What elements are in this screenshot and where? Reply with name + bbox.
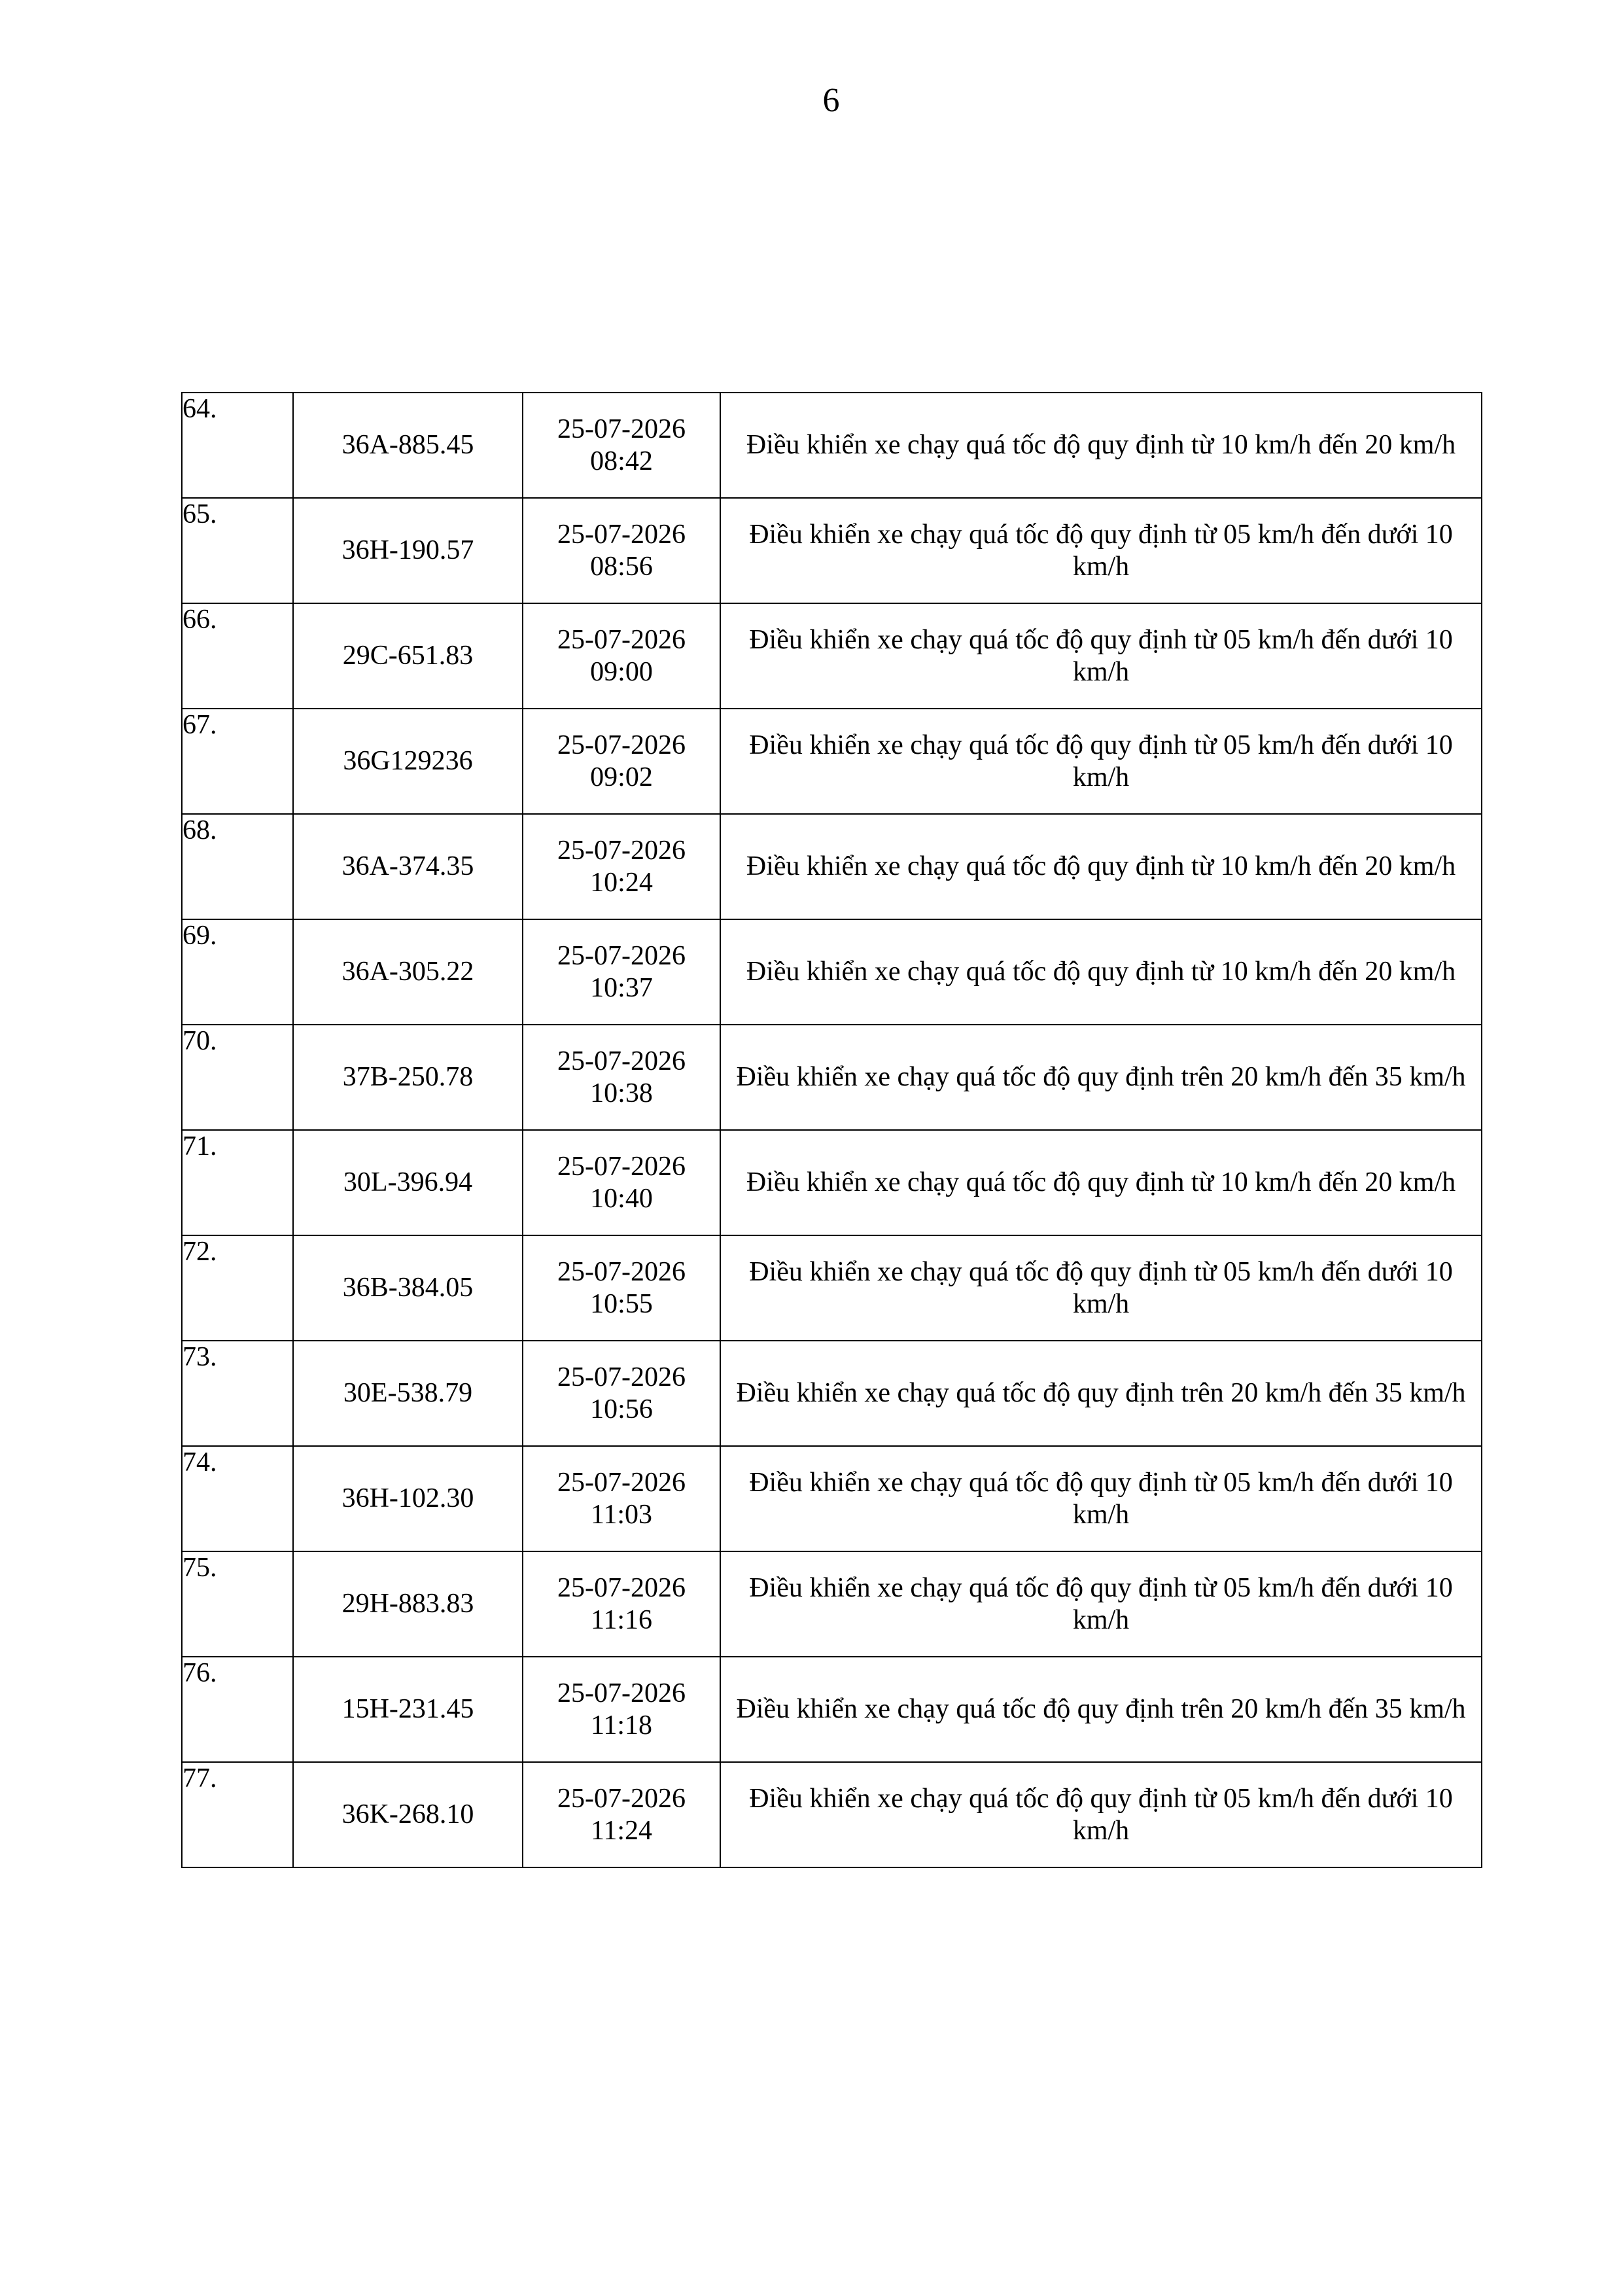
date-time-cell: [523, 814, 720, 919]
license-plate: 30E-538.79: [293, 1341, 523, 1446]
violation-date: 25-07-2026: [557, 1572, 686, 1603]
row-number: 75.: [182, 1551, 293, 1657]
violation-time: 11:24: [590, 1815, 653, 1846]
row-number: 66.: [182, 603, 293, 709]
date-time-cell: [523, 919, 720, 1025]
row-number: 70.: [182, 1025, 293, 1130]
table-row: [182, 814, 1482, 919]
date-time-cell: [523, 1446, 720, 1551]
row-number: 71.: [182, 1130, 293, 1235]
violation-description: Điều khiển xe chạy quá tốc độ quy định từ 05 km/h đến dưới 10 km/h: [720, 498, 1482, 603]
violation-time: 10:55: [590, 1288, 653, 1319]
date-time-cell: [523, 1657, 720, 1762]
violation-date: 25-07-2026: [557, 1678, 686, 1708]
violation-time: 11:16: [590, 1604, 653, 1635]
table-row: [182, 1235, 1482, 1341]
violation-time: 11:03: [590, 1499, 653, 1530]
table-row: [182, 919, 1482, 1025]
violation-date: 25-07-2026: [557, 1256, 686, 1287]
row-number: 67.: [182, 709, 293, 814]
row-number: 76.: [182, 1657, 293, 1762]
violation-description: Điều khiển xe chạy quá tốc độ quy định từ 10 km/h đến 20 km/h: [720, 919, 1482, 1025]
violation-time: 10:56: [590, 1394, 653, 1424]
table-row: [182, 1025, 1482, 1130]
violation-description: Điều khiển xe chạy quá tốc độ quy định từ 05 km/h đến dưới 10 km/h: [720, 709, 1482, 814]
date-time-cell: [523, 1235, 720, 1341]
license-plate: 36K-268.10: [293, 1762, 523, 1867]
violation-date: 25-07-2026: [557, 940, 686, 971]
date-time-cell: [523, 1025, 720, 1130]
violation-description: Điều khiển xe chạy quá tốc độ quy định từ 10 km/h đến 20 km/h: [720, 814, 1482, 919]
date-time-cell: [523, 1762, 720, 1867]
license-plate: 36B-384.05: [293, 1235, 523, 1341]
date-time-cell: [523, 1551, 720, 1657]
table-row: [182, 709, 1482, 814]
license-plate: 37B-250.78: [293, 1025, 523, 1130]
date-time-cell: [523, 709, 720, 814]
license-plate: 15H-231.45: [293, 1657, 523, 1762]
violation-date: 25-07-2026: [557, 1783, 686, 1814]
violation-time: 10:37: [590, 972, 653, 1003]
table-row: [182, 1341, 1482, 1446]
table-row: [182, 1551, 1482, 1657]
date-time-cell: [523, 393, 720, 498]
table-row: [182, 393, 1482, 498]
row-number: 64.: [182, 393, 293, 498]
violation-time: 09:02: [590, 762, 653, 792]
violation-date: 25-07-2026: [557, 414, 686, 444]
violation-time: 10:24: [590, 867, 653, 898]
license-plate: 36H-102.30: [293, 1446, 523, 1551]
date-time-cell: [523, 498, 720, 603]
violation-date: 25-07-2026: [557, 1467, 686, 1498]
license-plate: 36A-305.22: [293, 919, 523, 1025]
row-number: 74.: [182, 1446, 293, 1551]
violation-date: 25-07-2026: [557, 519, 686, 550]
row-number: 77.: [182, 1762, 293, 1867]
table-row: [182, 1130, 1482, 1235]
violation-time: 09:00: [590, 656, 653, 687]
violation-date: 25-07-2026: [557, 624, 686, 655]
violation-time: 08:42: [590, 446, 653, 476]
license-plate: 30L-396.94: [293, 1130, 523, 1235]
violation-description: Điều khiển xe chạy quá tốc độ quy định từ 05 km/h đến dưới 10 km/h: [720, 603, 1482, 709]
violation-description: Điều khiển xe chạy quá tốc độ quy định trên 20 km/h đến 35 km/h: [720, 1657, 1482, 1762]
license-plate: 36A-374.35: [293, 814, 523, 919]
row-number: 69.: [182, 919, 293, 1025]
violation-description: Điều khiển xe chạy quá tốc độ quy định từ 05 km/h đến dưới 10 km/h: [720, 1235, 1482, 1341]
row-number: 68.: [182, 814, 293, 919]
violation-date: 25-07-2026: [557, 730, 686, 760]
violation-date: 25-07-2026: [557, 1046, 686, 1076]
date-time-cell: [523, 1130, 720, 1235]
violation-description: Điều khiển xe chạy quá tốc độ quy định từ 10 km/h đến 20 km/h: [720, 1130, 1482, 1235]
violation-description: Điều khiển xe chạy quá tốc độ quy định từ 05 km/h đến dưới 10 km/h: [720, 1551, 1482, 1657]
violation-date: 25-07-2026: [557, 835, 686, 866]
row-number: 73.: [182, 1341, 293, 1446]
violation-table: [181, 392, 1482, 1868]
table-row: [182, 1762, 1482, 1867]
violation-description: Điều khiển xe chạy quá tốc độ quy định trên 20 km/h đến 35 km/h: [720, 1341, 1482, 1446]
license-plate: 29H-883.83: [293, 1551, 523, 1657]
violation-date: 25-07-2026: [557, 1362, 686, 1392]
violation-description: Điều khiển xe chạy quá tốc độ quy định từ 05 km/h đến dưới 10 km/h: [720, 1446, 1482, 1551]
violation-time: 11:18: [590, 1710, 653, 1740]
violation-time: 10:40: [590, 1183, 653, 1214]
row-number: 65.: [182, 498, 293, 603]
violation-description: Điều khiển xe chạy quá tốc độ quy định trên 20 km/h đến 35 km/h: [720, 1025, 1482, 1130]
row-number: 72.: [182, 1235, 293, 1341]
license-plate: 36A-885.45: [293, 393, 523, 498]
violation-table-body: [182, 393, 1482, 1867]
date-time-cell: [523, 603, 720, 709]
page-number: 6: [822, 82, 840, 119]
violation-date: 25-07-2026: [557, 1151, 686, 1182]
license-plate: 36H-190.57: [293, 498, 523, 603]
table-row: [182, 1657, 1482, 1762]
table-row: [182, 498, 1482, 603]
violation-description: Điều khiển xe chạy quá tốc độ quy định từ 10 km/h đến 20 km/h: [720, 393, 1482, 498]
license-plate: 36G129236: [293, 709, 523, 814]
table-row: [182, 1446, 1482, 1551]
violation-time: 08:56: [590, 551, 653, 582]
violation-time: 10:38: [590, 1078, 653, 1108]
date-time-cell: [523, 1341, 720, 1446]
violation-description: Điều khiển xe chạy quá tốc độ quy định từ 05 km/h đến dưới 10 km/h: [720, 1762, 1482, 1867]
license-plate: 29C-651.83: [293, 603, 523, 709]
table-row: [182, 603, 1482, 709]
